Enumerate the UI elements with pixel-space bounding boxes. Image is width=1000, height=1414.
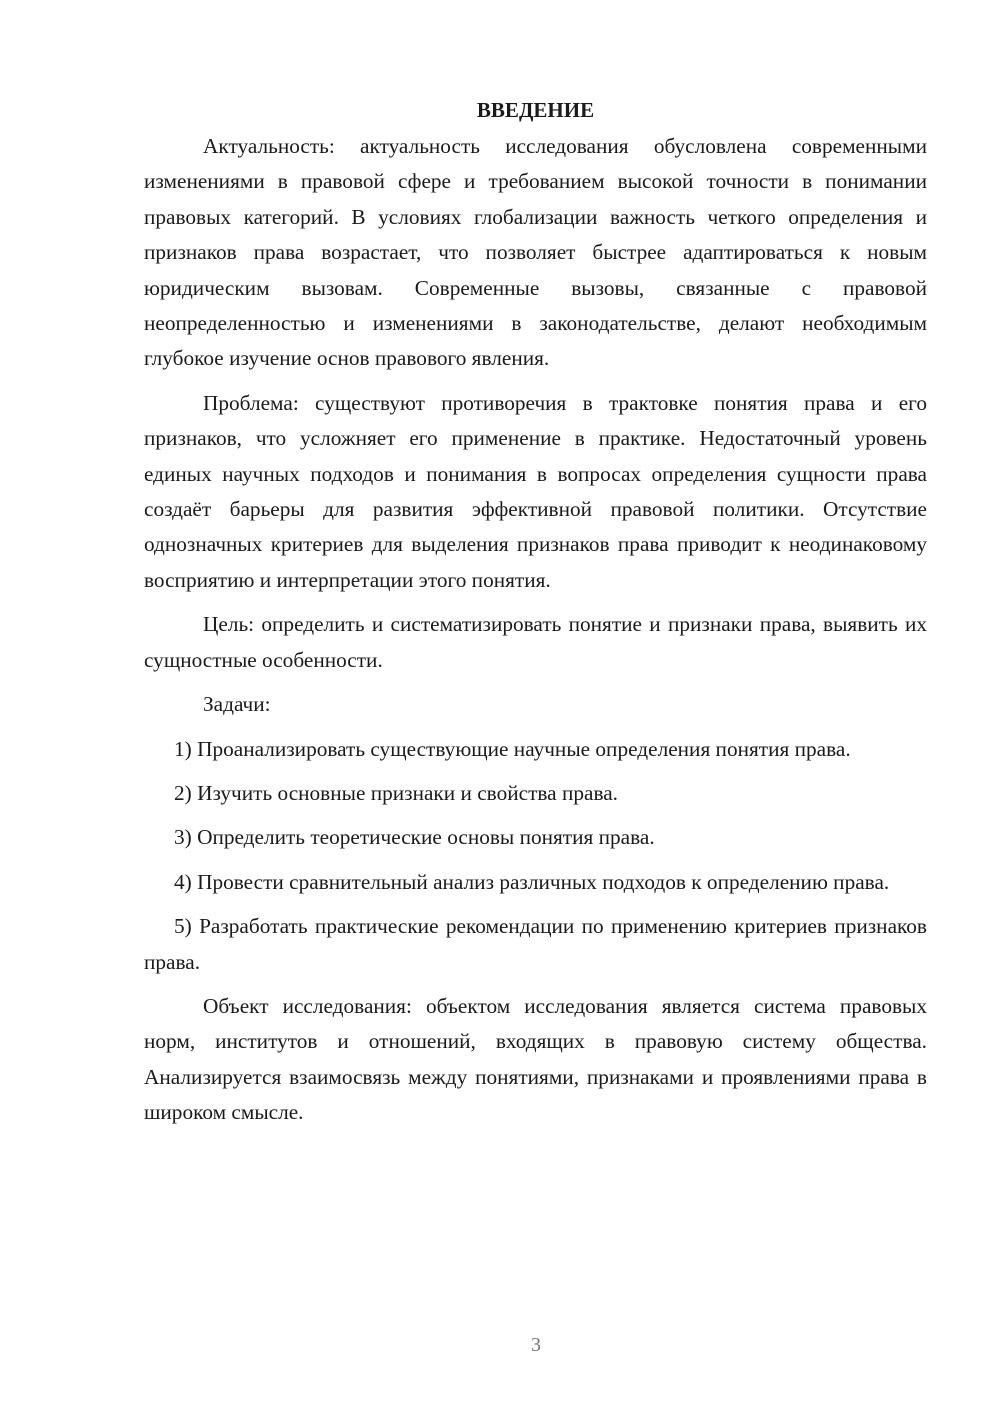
tasks-label: Задачи: — [203, 692, 271, 717]
task-item-1: 1) Проанализировать существующие научные определения понятия права. — [174, 736, 851, 761]
task-item-4: 4) Провести сравнительный анализ различных подходов к определению права. — [174, 869, 890, 894]
task-item-3: 3) Определить теоретические основы понятия права. — [174, 825, 655, 850]
section-heading: ВВЕДЕНИЕ — [476, 98, 595, 122]
task-item-2: 2) Изучить основные признаки и свойства права. — [174, 780, 618, 805]
goal-paragraph: Цель: определить и систематизировать понятие и признаки права, выявить их сущностные особенности. — [144, 612, 927, 672]
page-number: 3 — [531, 1334, 541, 1356]
page-content — [144, 92, 927, 1140]
problem-paragraph: Проблема: существуют противоречия в трактовке понятия права и его признаков, что усложняет его применение в практике. Недостаточный уровень единых научных подходов и понимания в вопросах определения сущности права создаёт барьеры для развития эффективной правовой политики. Отсутствие однозначных критериев для выделения признаков права приводит к неодинаковому восприятию и интерпретации этого понятия. — [144, 390, 927, 592]
relevance-paragraph: Актуальность: актуальность исследования обусловлена современными изменениями в правовой сфере и требованием высокой точности в понимании правовых категорий. В условиях глобализации важность четкого определения и признаков права возрастает, что позволяет быстрее адаптироваться к новым юридическим вызовам. Современные вызовы, связанные с правовой неопределенностью и изменениями в законодательстве, делают необходимым глубокое изучение основ правового явления. — [144, 134, 927, 371]
object-paragraph: Объект исследования: объектом исследования является система правовых норм, институтов и отношений, входящих в правовую систему общества. Анализируется взаимосвязь между понятиями, признаками и проявлениями права в широком смысле. — [144, 993, 927, 1125]
task-item-5: 5) Разработать практические рекомендации по применению критериев признаков права. — [144, 914, 927, 974]
